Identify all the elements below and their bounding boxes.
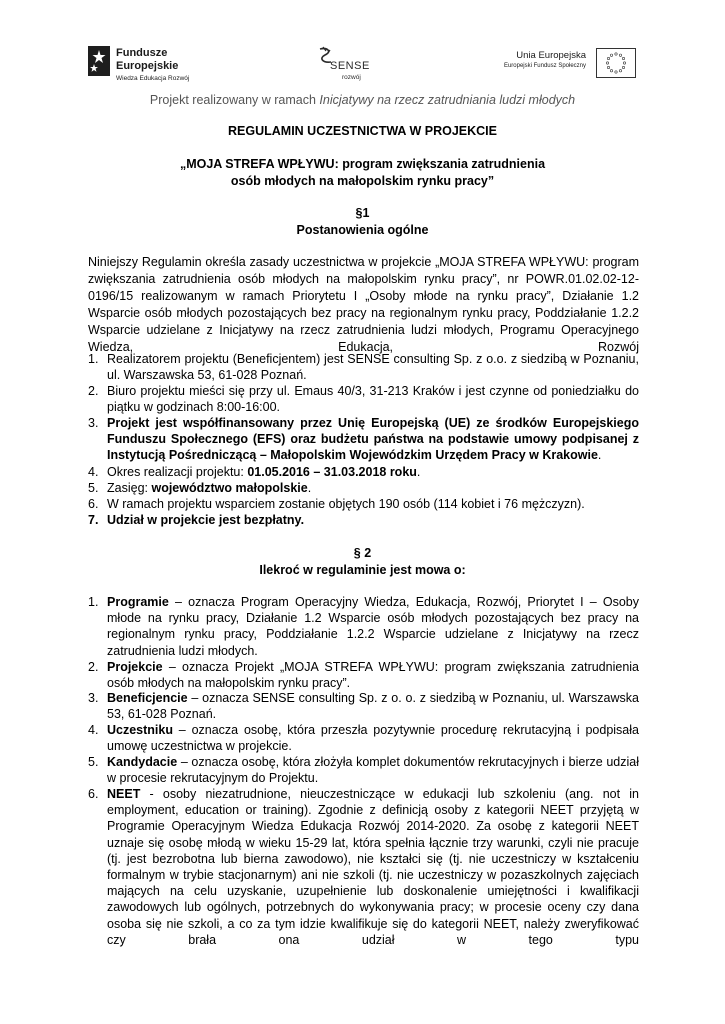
project-tagline <box>0 93 725 107</box>
item-bold: Projekt jest współfinansowany przez Unię Europejską (UE) ze środków Europejskiego Funduszu Społecznego (EFS) oraz budżetu państwa na podstawie umowy podpisanej z Instytucją Pośredniczącą – Małopolskim Wojewódzkim Urzędem Pracy w Krakowie <box>107 416 639 463</box>
item-number: 1. <box>88 352 99 366</box>
sense-logo <box>316 46 376 82</box>
item-number: 4. <box>88 465 99 479</box>
item-after: . <box>307 481 312 495</box>
item-before: Okres realizacji projektu: <box>107 465 248 479</box>
list-item <box>88 659 639 691</box>
logo-bar <box>88 40 636 90</box>
item-after: – oznacza osobę, która przeszła pozytywnie procedurę rekrutacyjną i podpisała umowę uczestnictwa w projekcie. <box>107 723 639 754</box>
item-before: Zasięg: <box>107 481 152 495</box>
eu-flag-icon <box>596 48 636 78</box>
item-after: . <box>597 448 602 463</box>
item-text: Biuro projektu mieści się przy ul. Emaus 40/3, 31-213 Kraków i jest czynne od poniedziałku do piątku w godzinach 8:00-16:00. <box>107 384 639 415</box>
item-number: 3. <box>88 691 99 705</box>
item-after: - osoby niezatrudnione, nieuczestniczące w edukacji lub szkoleniu (ang. not in employment, education or training). Zgodnie z definicją osoby z kategorii NEET przyjętą w Programie Operacyjnym Wiedza Edukacja Rozwój 2014-2020. Za osobę z kategorii NEET uznaje się osobę młodą w wieku 15-29 lat, która spełnia łącznie trzy warunki, czyli nie pracuje (tj. jest bezrobotna lub bierna zawodowo), nie kształci się (tj. nie uczestniczy w kształceniu formalnym w trybie stacjonarnym) ani nie szkoli (tj. nie uczestniczy w pozaszkolnych zajęciach mających na celu uzyskanie, uzupełnienie lub doskonalenie umiejętności i kwalifikacji zawodowych lub ogólnych, potrzebnych do wykonywania pracy; w procesie oceny czy dana osoba się nie szkoli, a co za tym idzie kwalifikuje się do kategorii NEET, należy zweryfikować czy brała ona udział w tego typu <box>107 787 639 947</box>
fe-emblem-icon <box>88 46 110 76</box>
item-bold: Udział w projekcie jest bezpłatny. <box>107 513 305 527</box>
item-after: – oznacza osobę, która złożyła komplet dokumentów rekrutacyjnych i bierze udział w procesie rekrutacyjnym do Projektu. <box>107 755 639 786</box>
item-bold: Kandydacie <box>107 755 178 769</box>
list-item <box>88 722 639 754</box>
item-after: – oznacza SENSE consulting Sp. z o. o. z siedzibą w Poznaniu, ul. Warszawska 53, 61-028 Poznań. <box>107 691 639 722</box>
item-number: 4. <box>88 723 99 737</box>
item-number: 5. <box>88 755 99 769</box>
list-item <box>88 594 639 659</box>
item-bold: Uczestniku <box>107 723 173 737</box>
item-text: W ramach projektu wsparciem zostanie objętych 190 osób (114 kobiet i 76 mężczyzn). <box>107 497 585 511</box>
fe-line3: Wiedza Edukacja Rozwój <box>116 75 190 82</box>
item-number: 5. <box>88 481 99 495</box>
fe-line1: Fundusze <box>116 47 168 59</box>
section1-number: §1 <box>355 206 370 220</box>
item-number: 7. <box>88 513 99 527</box>
section1-title: Postanowienia ogólne <box>296 223 429 237</box>
ue-line1: Unia Europejska <box>516 50 586 61</box>
document-subtitle-line1: „MOJA STREFA WPŁYWU: program zwiększania zatrudnienia <box>179 157 546 171</box>
list-item <box>88 464 639 480</box>
item-number: 2. <box>88 660 99 674</box>
item-number: 1. <box>88 595 99 609</box>
item-text: Realizatorem projektu (Beneficjentem) jest SENSE consulting Sp. z o.o. z siedzibą w Poznaniu, ul. Warszawska 53, 61-028 Poznań. <box>107 352 639 383</box>
list-item <box>88 383 639 415</box>
list-item <box>88 512 639 528</box>
fundusze-europejskie-logo <box>88 46 189 85</box>
item-bold: 01.05.2016 – 31.03.2018 roku <box>247 465 417 479</box>
item-after: . <box>416 465 421 479</box>
ue-line2: Europejski Fundusz Społeczny <box>503 63 586 69</box>
item-number: 2. <box>88 384 99 398</box>
section2-title: Ilekroć w regulaminie jest mowa o: <box>259 563 466 577</box>
item-after: – oznacza Program Operacyjny Wiedza, Edukacja, Rozwój, Priorytet I – Osoby młode na rynku pracy, Działanie 1.2 Wsparcie osób młodych pozostających bez pracy na regionalnym rynku pracy, Poddziałanie 1.2.2 Wsparcie udzielane z Inicjatywy na rzecz zatrudnienia ludzi młodych. <box>107 595 639 658</box>
list-item <box>88 690 639 722</box>
item-bold: Beneficjencie <box>107 691 188 705</box>
item-bold: Projekcie <box>107 660 163 674</box>
sense-sub: rozwój <box>342 74 361 81</box>
item-number: 6. <box>88 787 99 801</box>
document-subtitle-line2: osób młodych na małopolskim rynku pracy” <box>230 174 495 188</box>
list-item <box>88 786 639 948</box>
item-number: 3. <box>88 416 99 430</box>
list-item <box>88 754 639 786</box>
list-item <box>88 351 639 383</box>
list-item <box>88 480 639 496</box>
section2-number: § 2 <box>353 546 372 560</box>
item-bold: NEET <box>107 787 141 801</box>
unia-europejska-label <box>486 50 586 69</box>
document-title: REGULAMIN UCZESTNICTWA W PROJEKCIE <box>228 124 497 138</box>
item-bold: województwo małopolskie <box>151 481 308 495</box>
item-after: – oznacza Projekt „MOJA STREFA WPŁYWU: program zwiększania zatrudnienia osób młodych na małopolskim rynku pracy”. <box>107 660 639 691</box>
sense-name: SENSE <box>330 60 370 72</box>
tagline-prefix: Projekt realizowany w ramach <box>149 93 320 107</box>
list-item <box>88 496 639 512</box>
intro-paragraph: Niniejszy Regulamin określa zasady uczestnictwa w projekcie „MOJA STREFA WPŁYWU: program zwiększania zatrudnienia osób młodych na małopolskim rynku pracy”, nr POWR.01.02.02-12-0196/15 realizowanym w ramach Priorytetu I „Osoby młode na rynku pracy”, Działanie 1.2 Wsparcie osób młodych pozostających bez pracy na regionalnym rynku pracy, Poddziałanie 1.2.2 Wsparcie udzielane z Inicjatywy na rzecz zatrudnienia ludzi młodych, Programu Operacyjnego Wiedza, Edukacja, Rozwój <box>88 255 639 354</box>
list-item <box>88 415 639 464</box>
fe-line2: Europejskie <box>116 60 179 72</box>
item-number: 6. <box>88 497 99 511</box>
item-bold: Programie <box>107 595 169 609</box>
tagline-italic: Inicjatywy na rzecz zatrudniania ludzi młodych <box>319 93 576 107</box>
